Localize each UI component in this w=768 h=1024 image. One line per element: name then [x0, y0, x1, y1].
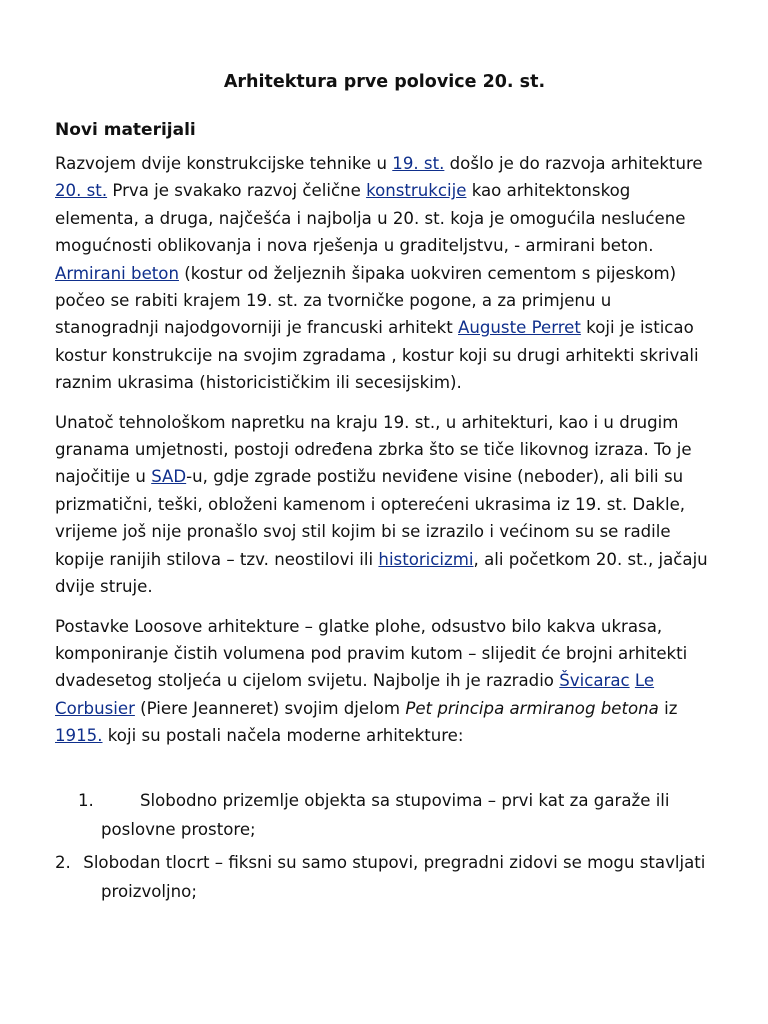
link-konstrukcije[interactable]: konstrukcije [366, 181, 467, 201]
section-heading: Novi materijali [55, 120, 196, 140]
principles-list [55, 786, 714, 906]
link-1915[interactable]: 1915. [55, 726, 103, 746]
page-title: Arhitektura prve polovice 20. st. [223, 72, 546, 92]
link-19st[interactable]: 19. st. [392, 154, 445, 173]
link-sad[interactable]: SAD [151, 467, 187, 487]
text: Razvojem dvije konstrukcijske tehnike u [55, 154, 393, 173]
text: došlo je do razvoja arhitekture [444, 154, 703, 173]
text: Postavke Loosove arhitekture – glatke plohe, odsustvo bilo kakva ukrasa, komponiranje čistih volumena pod pravim kutom – slijedit će brojni arhitekti dvadesetog stoljeća u cijelom svijetu. Najbolje ih je razradio [55, 616, 688, 691]
link-20st[interactable]: 20. st. [55, 181, 108, 201]
list-item-text: Slobodan tlocrt – fiksni su samo stupovi, pregradni zidovi se mogu stavljati proizvoljno; [83, 852, 706, 901]
list-item-text: Slobodno prizemlje objekta sa stupovima – prvi kat za garaže ili poslovne prostore; [101, 790, 670, 839]
text: (Piere Jeanneret) svojim djelom [134, 698, 406, 718]
link-auguste-perret[interactable]: Auguste Perret [458, 318, 581, 338]
paragraph-2 [55, 409, 714, 601]
text: iz [658, 698, 678, 718]
link-historicizmi[interactable]: historicizmi [378, 549, 474, 569]
paragraph-1 [55, 150, 714, 397]
text: (kostur od željeznih šipaka uokviren cementom s pijeskom) počeo se rabiti krajem 19. st. za tvorničke pogone, a za primjenu u stanogradnji najodgovorniji je francuski arhitekt [55, 263, 677, 338]
paragraph-3 [55, 613, 714, 750]
text: Prva je svakako razvoj čelične [107, 181, 367, 201]
book-title: Pet principa armiranog betona [405, 698, 659, 718]
link-svicarac[interactable]: Švicarac [559, 671, 630, 691]
link-le-corbusier[interactable]: Le Corbusier [55, 671, 655, 718]
text: Unatoč tehnološkom napretku na kraju 19. st., u arhitekturi, kao i u drugim granama umjetnosti, postoji određena zbrka što se tiče likovnog izraza. To je najočitije u [55, 412, 692, 487]
list-item: 2. Slobodan tlocrt – fiksni su samo stupovi, pregradni zidovi se mogu stavljati proizvoljno; [55, 852, 706, 901]
link-armirani-beton[interactable]: Armirani beton [55, 263, 179, 283]
list-item-number: 1. [78, 790, 94, 810]
text: , ali početkom 20. st., jačaju dvije struje. [55, 549, 708, 597]
text: kao arhitektonskog elementa, a druga, najčešća i najbolja u 20. st. koja je omogućila neslućene mogućnosti oblikovanja i nova rješenja u graditeljstvu, - armirani beton. [55, 181, 686, 256]
list-item [55, 786, 714, 844]
text: koji je isticao kostur konstrukcije na svojim zgradama , kostur koji su drugi arhitekti skrivali raznim ukrasima (historicističkim ili secesijskim). [55, 318, 699, 393]
text: koji su postali načela moderne arhitekture: [102, 726, 464, 746]
text: -u, gdje zgrade postižu neviđene visine (neboder), ali bili su prizmatični, teški, obloženi kamenom i opterećeni ukrasima iz 19. st. Dakle, vrijeme još nije pronašlo svoj stil kojim bi se izrazilo i većinom su se radile kopije ranijih stilova – tzv. neostilovi ili [55, 467, 686, 569]
